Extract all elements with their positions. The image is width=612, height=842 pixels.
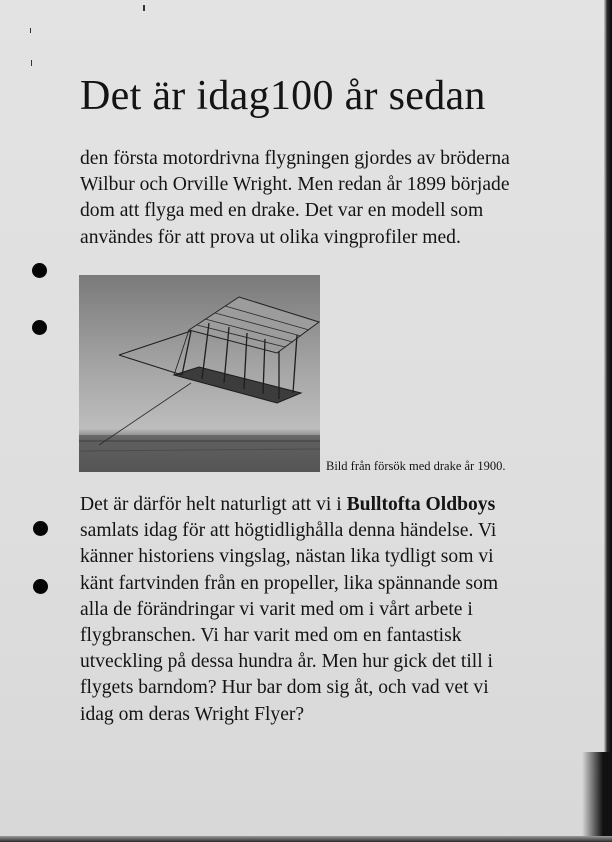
body-line-1-text: Det är därför helt naturligt att vi i <box>80 494 347 515</box>
scan-right-edge <box>604 0 612 842</box>
body-line-4: känt fartvinden från en propeller, lika spännande som <box>80 572 499 594</box>
scan-speck <box>143 5 145 11</box>
scan-corner-shadow <box>582 752 612 842</box>
body-line-1 <box>80 492 498 518</box>
intro-line-2: Wilbur och Orville Wright. Men redan år 1899 började <box>80 174 510 196</box>
intro-line-4: användes för att prova ut olika vingprofiler med. <box>80 226 461 248</box>
body-line-5: alla de förändringar vi varit med om i vårt arbete i <box>80 598 473 620</box>
scan-bottom-edge <box>0 836 612 842</box>
punch-hole-1 <box>32 263 47 278</box>
intro-line-1: den första motordrivna flygningen gjordes av bröderna <box>80 148 510 169</box>
punch-hole-2 <box>32 320 47 335</box>
body-line-6: flygbranschen. Vi har varit med om en fantastisk <box>80 625 462 647</box>
body-line-2: samlats idag för att högtidlighålla denna händelse. Vi <box>80 520 497 542</box>
body-paragraph <box>80 492 498 728</box>
page-title: Det är idag100 år sedan <box>80 73 486 119</box>
body-line-9: idag om deras Wright Flyer? <box>80 703 305 725</box>
wright-glider-kite-photo <box>79 275 320 472</box>
punch-hole-4 <box>33 579 48 594</box>
body-line-3: känner historiens vingslag, nästan lika tydligt som vi <box>80 546 494 568</box>
club-name: Bulltofta Oldboys <box>346 494 496 515</box>
body-line-8: flygets barndom? Hur bar dom sig åt, och vad vet vi <box>80 677 489 699</box>
photo-caption: Bild från försök med drake år 1900. <box>326 459 506 473</box>
intro-paragraph <box>80 146 510 251</box>
body-line-7: utveckling på dessa hundra år. Men hur gick det till i <box>80 651 493 673</box>
scan-speck <box>31 60 32 66</box>
punch-hole-3 <box>33 521 48 536</box>
scan-speck <box>30 28 31 33</box>
intro-line-3: dom att flyga med en drake. Det var en modell som <box>80 200 484 222</box>
